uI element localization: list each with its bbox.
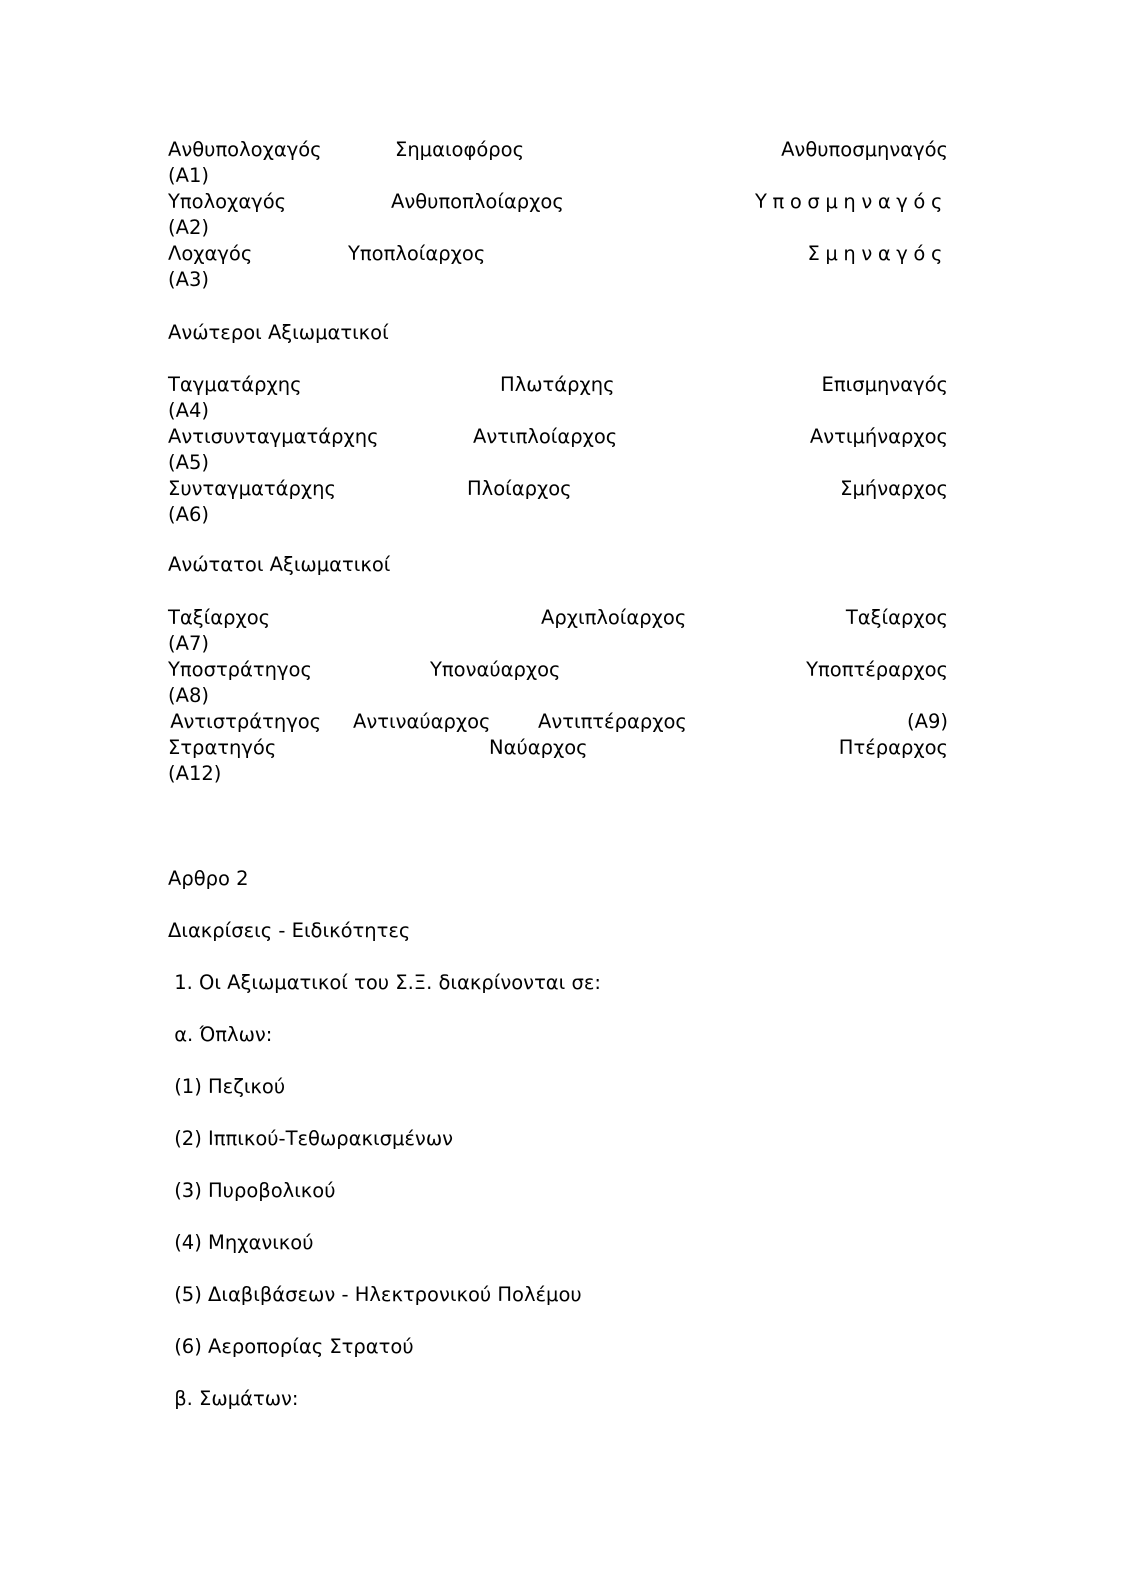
rank-row xyxy=(0,424,1123,450)
rank-army: Λοχαγός xyxy=(168,242,253,265)
rank-airforce: Υποσμηναγός xyxy=(755,190,948,213)
rank-row xyxy=(0,241,1123,267)
rank-airforce: Ταξίαρχος xyxy=(845,606,948,629)
rank-row xyxy=(0,372,1123,398)
rank-code-row xyxy=(0,267,1123,293)
rank-code-row xyxy=(0,398,1123,424)
rank-navy: Υποπλοίαρχος xyxy=(348,242,486,265)
rank-navy: Σημαιοφόρος xyxy=(395,138,525,161)
rank-army: Αντισυνταγματάρχης xyxy=(168,425,379,448)
list-item: (1) Πεζικού xyxy=(168,1075,286,1098)
rank-code-row xyxy=(0,502,1123,528)
rank-code: (Α6) xyxy=(168,503,209,526)
rank-navy: Αρχιπλοίαρχος xyxy=(541,606,687,629)
list-item: (2) Ιππικού-Τεθωρακισμένων xyxy=(168,1127,454,1150)
rank-airforce: Σμηναγός xyxy=(807,242,948,265)
rank-code: (Α5) xyxy=(168,451,209,474)
rank-army: Αντιστράτηγος xyxy=(164,710,322,733)
rank-army: Συνταγματάρχης xyxy=(168,477,336,500)
rank-airforce: Ανθυποσμηναγός xyxy=(781,138,948,161)
rank-code-row xyxy=(0,761,1123,787)
rank-navy: Ναύαρχος xyxy=(489,736,588,759)
rank-navy: Αντιπλοίαρχος xyxy=(473,425,618,448)
rank-airforce: Επισμηναγός xyxy=(821,373,948,396)
list-item: (5) Διαβιβάσεων - Ηλεκτρονικού Πολέμου xyxy=(168,1283,582,1306)
rank-row xyxy=(0,657,1123,683)
rank-army: Ταγματάρχης xyxy=(168,373,302,396)
section-heading-senior-officers: Ανώτεροι Αξιωματικοί xyxy=(168,321,389,344)
rank-row xyxy=(0,189,1123,215)
rank-army: Υποστράτηγος xyxy=(168,658,312,681)
rank-row xyxy=(0,605,1123,631)
rank-airforce: Αντιπτέραρχος xyxy=(538,710,687,733)
rank-row xyxy=(0,476,1123,502)
rank-row-inline xyxy=(0,709,1123,735)
rank-army: Στρατηγός xyxy=(168,736,277,759)
rank-code-row xyxy=(0,215,1123,241)
rank-code: (Α3) xyxy=(168,268,209,291)
rank-code: (Α7) xyxy=(168,632,209,655)
rank-code-row xyxy=(0,163,1123,189)
group-label-1: β. Σωμάτων: xyxy=(168,1387,299,1410)
rank-row xyxy=(0,735,1123,761)
rank-code: (Α12) xyxy=(168,762,222,785)
rank-code: (Α9) xyxy=(907,710,948,733)
rank-airforce: Πτέραρχος xyxy=(838,736,948,759)
rank-airforce: Αντιμήναρχος xyxy=(809,425,948,448)
rank-army: Υπολοχαγός xyxy=(168,190,287,213)
rank-airforce: Σμήναρχος xyxy=(840,477,948,500)
rank-code: (Α2) xyxy=(168,216,209,239)
list-item: (6) Αεροπορίας Στρατού xyxy=(168,1335,414,1358)
rank-navy: Ανθυποπλοίαρχος xyxy=(391,190,564,213)
rank-army: Ανθυπολοχαγός xyxy=(168,138,322,161)
rank-code: (Α4) xyxy=(168,399,209,422)
rank-code: (Α1) xyxy=(168,164,209,187)
rank-navy: Πλοίαρχος xyxy=(467,477,572,500)
rank-navy: Αντιναύαρχος xyxy=(353,710,491,733)
article-subtitle: Διακρίσεις - Ειδικότητες xyxy=(168,919,411,942)
rank-airforce: Υποπτέραρχος xyxy=(806,658,948,681)
section-heading-flag-officers: Ανώτατοι Αξιωματικοί xyxy=(168,553,391,576)
rank-code-row xyxy=(0,450,1123,476)
group-label-0: α. Όπλων: xyxy=(168,1023,273,1046)
rank-code-row xyxy=(0,683,1123,709)
article-number: Αρθρο 2 xyxy=(168,867,249,890)
list-item: (4) Μηχανικού xyxy=(168,1231,314,1254)
rank-army: Ταξίαρχος xyxy=(168,606,271,629)
rank-navy: Υποναύαρχος xyxy=(430,658,561,681)
rank-navy: Πλωτάρχης xyxy=(500,373,615,396)
rank-code: (Α8) xyxy=(168,684,209,707)
article-intro: 1. Οι Αξιωματικοί του Σ.Ξ. διακρίνονται σε: xyxy=(168,971,601,994)
rank-row xyxy=(0,137,1123,163)
rank-code-row xyxy=(0,631,1123,657)
list-item: (3) Πυροβολικού xyxy=(168,1179,336,1202)
